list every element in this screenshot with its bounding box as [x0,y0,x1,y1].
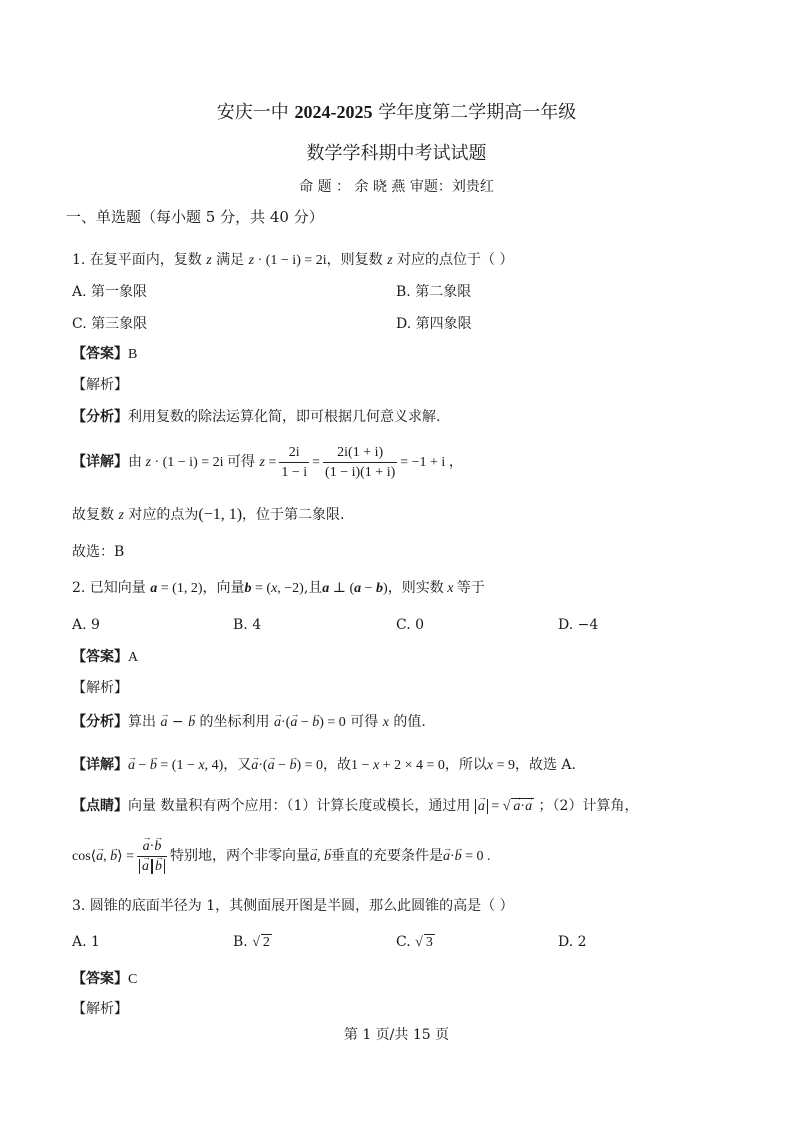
q2-xiangjie: 【详解】→ a − → b = (1 − x, 4)，又→ a·(→ a − → b) = 0，故1 − x + 2 × 4 = 0，所以x = 9，故选 A. [72,755,576,776]
q3-option-a: A. 1 [72,934,100,950]
q2-answer: 【答案】A [72,649,139,665]
q1-guxuan: 故选：B [72,544,125,560]
q3-option-c: C. √ 3 [396,934,433,950]
q1-stem: 1. 在复平面内，复数 z 满足 z · (1 − i) = 2i，则复数 z 对应的点位于（ ） [72,252,514,268]
authors-line: 命 题 ： 余 晓 燕 审题：刘贵红 [299,179,494,195]
q3-jiexi-tag: 【解析】 [72,1001,128,1017]
q3-option-d: D. 2 [558,934,587,950]
title-line-1: 安庆一中 2024-2025 学年度第二学期高一年级 [216,102,577,123]
q3-answer: 【答案】C [72,971,138,987]
q2-fenxi: 【分析】算出 → a − → b 的坐标利用 → a·(→ a − → b) = 0 可得 x 的值. [72,712,426,733]
q2-option-b: B. 4 [233,617,262,633]
q2-stem: 2. 已知向量 a = (1, 2)，向量b = (x, −2),且a ⊥ (a − b)，则实数 x 等于 [72,580,485,596]
q2-option-a: A. 9 [72,617,100,633]
q1-fenxi: 【分析】利用复数的除法运算化简，即可根据几何意义求解. [72,409,441,425]
q2-dianjing-2: cos⟨→ a, → b⟩ = → a·→ b → a→ b 特别地，两个非零向量→ a, → b垂直的充要条件是→ a·→ b = 0 . [72,834,491,879]
q3-stem: 3. 圆锥的底面半径为 1，其侧面展开图是半圆，那么此圆锥的高是（ ） [72,898,514,914]
title-line-2: 数学学科期中考试试题 [306,143,487,164]
q1-option-a: A. 第一象限 [72,284,148,300]
q1-xiangjie: 【详解】由 z · (1 − i) = 2i 可得 z = $\frac{2i}{1 - i}$ = $\frac{2i(1 + i)}{(1 - i)(1 + i)}$ = −1 + i ， [72,444,463,480]
q1-conclusion: 故复数 z 对应的点为(−1, 1)，位于第二象限. [72,506,345,523]
q1-option-b: B. 第二象限 [396,284,472,300]
q2-dianjing: 【点睛】向量 数量积有两个应用：（1）计算长度或模长，通过用 → a = √→ a·→ a ；（2）计算角， [72,796,638,817]
q2-option-d: D. −4 [558,617,599,633]
q2-jiexi-tag: 【解析】 [72,680,128,696]
q3-option-b: B. √ 2 [233,934,270,950]
page-footer: 第 1 页/共 15 页 [343,1027,450,1043]
q1-jiexi-tag: 【解析】 [72,377,128,393]
q2-option-c: C. 0 [396,617,425,633]
q1-option-c: C. 第三象限 [72,316,148,332]
q1-option-d: D. 第四象限 [396,316,472,332]
q1-answer: 【答案】B [72,346,138,362]
section-heading: 一、单选题（每小题 5 分，共 40 分） [66,208,324,226]
